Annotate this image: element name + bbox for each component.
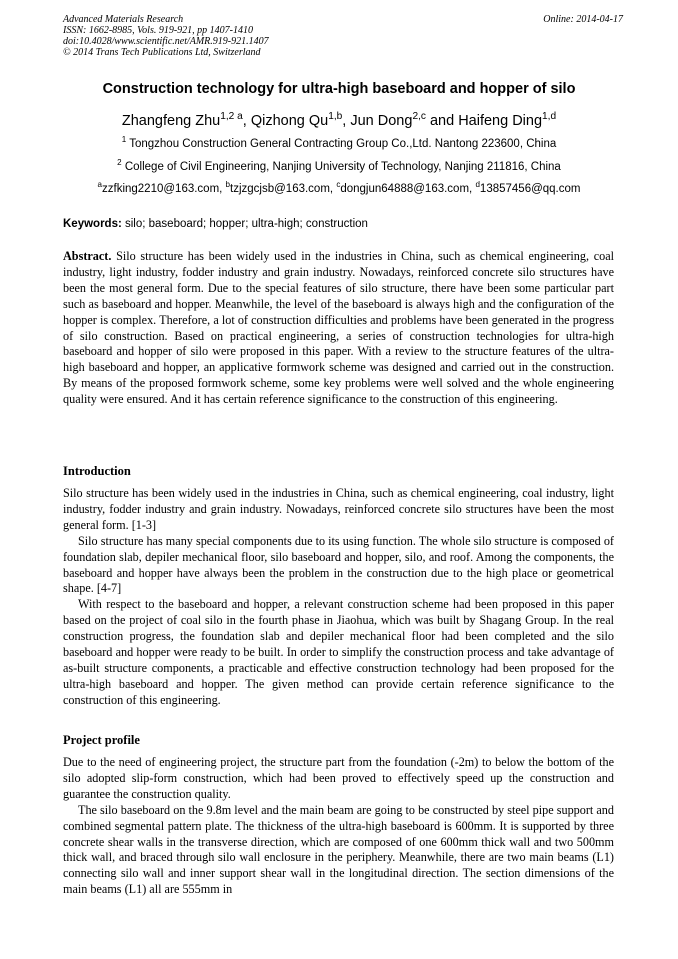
profile-paragraph-1: Due to the need of engineering project, the structure part from the foundation (-2m) to below the bottom of the silo adopted slip-form construction, which had been proved to effectively speed up the construction and guarantee the construction quality. <box>63 755 614 801</box>
affiliation-2: $^2$ College of Civil Engineering, Nanjing University of Technology, Nanjing 211816, China <box>117 158 561 173</box>
paper-title: Construction technology for ultra-high baseboard and hopper of silo <box>102 81 576 97</box>
project-profile-heading: Project profile <box>63 733 140 747</box>
abstract-label: Abstract. <box>63 249 112 263</box>
intro-paragraph-3: With respect to the baseboard and hopper, a relevant construction scheme had been proposed in this paper based on the project of coal silo in the fourth phase in Jiaohua, which was built by Shagang Group. In the real construction progress, the foundation slab and depiler mechanical floor had been completed and the silo baseboard and hopper were ready to be built. In order to simplify the construction process and take advantage of as-built structure components, a practicable and effective construction technology had been proposed for the ultra-high baseboard and hopper. The given method can provide certain reference significance to the construction of this engineering. <box>63 597 614 707</box>
introduction-heading: Introduction <box>63 464 131 478</box>
author-2: Qizhong Qu$^{1,b}$, <box>250 111 351 129</box>
issn-line: ISSN: 1662-8985, Vols. 919-921, pp 1407-1410 <box>63 25 253 36</box>
email-a[interactable]: $^a$zzfking2210@163.com <box>97 180 220 195</box>
affiliation-1: $^1$ Tongzhou Construction General Contracting Group Co.,Ltd. Nantong 223600, China <box>121 135 557 150</box>
abstract <box>63 249 614 408</box>
online-date: Online: 2014-04-17 <box>543 14 623 25</box>
intro-paragraph-1: Silo structure has been widely used in the industries in China, such as chemical engineering, coal industry, light industry, fodder industry and grain industry. Nowadays, reinforced concrete silo structures have been the most general form. [1-3] <box>63 486 614 532</box>
email-c[interactable]: $^c$dongjun64888@163.com <box>336 180 470 195</box>
keywords-label: Keywords: <box>63 218 122 230</box>
copyright-line: © 2014 Trans Tech Publications Ltd, Switzerland <box>63 47 261 58</box>
author-1: Zhangfeng Zhu$^{1,2 a}$, <box>121 111 251 129</box>
journal-header <box>63 14 623 58</box>
project-profile-body <box>63 755 614 898</box>
email-d[interactable]: $^d$13857456@qq.com <box>475 180 581 195</box>
intro-paragraph-2: Silo structure has many special components due to its using function. The whole silo structure is composed of foundation slab, depiler mechanical floor, silo baseboard and hopper, silo, and roof. Among the components, the baseboard and hopper have always been the problem in the construction due to the high place or geometrical shape. [4-7] <box>63 533 614 596</box>
journal-name: Advanced Materials Research <box>63 14 184 25</box>
author-3: Jun Dong$^{2,c}$ and <box>350 111 459 129</box>
abstract-text: Silo structure has been widely used in the industries in China, such as chemical engineering, coal industry, light industry, fodder industry and grain industry. Nowadays, reinforced concrete silo structures have been the most general form. Due to the special features of silo structure, there have been some particular part such as baseboard and hopper. Meanwhile, the level of the baseboard is always high and the configuration of the hopper is complex. Therefore, a lot of construction difficulties and problems have been generated in the progress of silo construction. Based on practical engineering, a series of construction technologies for ultra-high baseboard and hopper of silo were proposed in this paper. With a review to the structure features of the ultra-high baseboard and hopper, an applicative formwork scheme was designed and carried out in the construction. By means of the proposed formwork scheme, some key problems were well solved and the whole engineering quality were ensured. And it has certain reference significance to the construction of this engineering. <box>63 249 615 407</box>
email-b[interactable]: $^b$tzjzgcjsb@163.com <box>225 180 330 195</box>
profile-paragraph-2: The silo baseboard on the 9.8m level and the main beam are going to be constructed by steel pipe support and combined segmental pattern plate. The thickness of the ultra-high baseboard is 600mm. It is supported by three concrete shear walls in the transverse direction, which are composed of one 600mm thick wall and two 500mm thick wall, and braced through silo wall enclosure in the periphery. Meanwhile, there are two main beams (L1) connecting silo wall and inner support shear wall in the longitudinal direction. The section dimensions of the main beams (L1) all are 555mm in <box>63 802 614 897</box>
doi-line: doi:10.4028/www.scientific.net/AMR.919-921.1407 <box>63 36 269 47</box>
keywords-text: silo; baseboard; hopper; ultra-high; construction <box>125 218 368 230</box>
email-list: $^a$zzfking2210@163.com, $^b$tzjzgcjsb@163.com, $^c$dongjun64888@163.com, $^d$13857456@qq.com <box>97 180 581 195</box>
keywords <box>63 218 623 230</box>
author-list <box>40 113 638 129</box>
author-4: Haifeng Ding$^{1,d}$ <box>458 111 557 129</box>
introduction-body <box>63 486 614 709</box>
